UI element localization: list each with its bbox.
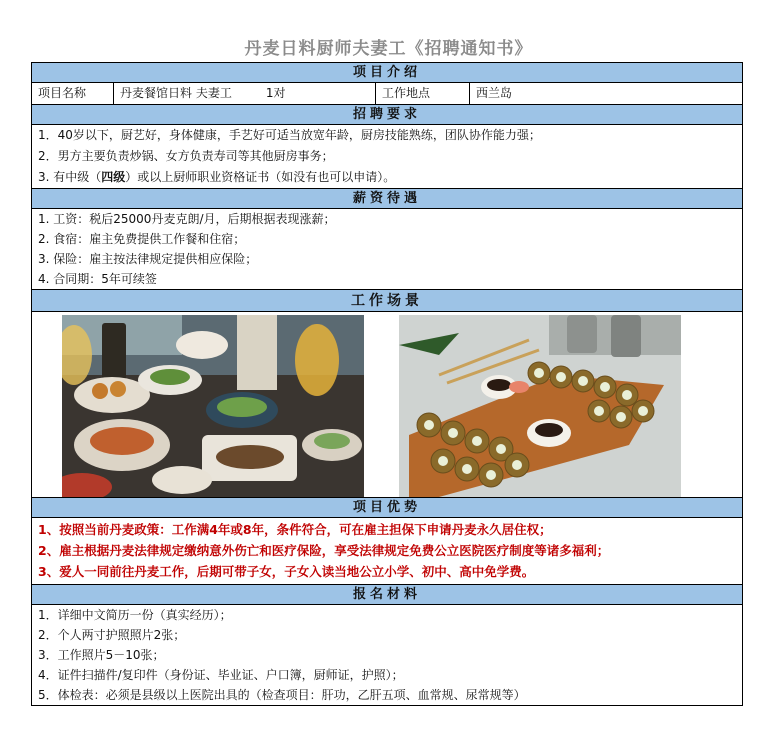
requirement-3-prefix: 3. 有中级（ (38, 170, 102, 184)
sushi-rolls-image (399, 315, 681, 497)
work-location-label: 工作地点 (376, 83, 470, 104)
recruitment-sheet (31, 62, 743, 706)
section-header-advantages: 项目优势 (32, 498, 742, 518)
advantage-item: 1、按照当前丹麦政策：工作满4年或8年，条件符合，可在雇主担保下申请丹麦永久居住权； (38, 522, 552, 537)
section-header-materials: 报名材料 (32, 585, 742, 605)
project-name-value (114, 83, 376, 104)
materials-block (32, 605, 742, 705)
project-info-row (32, 83, 742, 105)
salary-item: 4. 合同期：5年可续签 (38, 272, 157, 286)
requirement-item: 2．男方主要负责炒锅、女方负责寿司等其他厨房事务； (38, 149, 334, 163)
requirement-item (32, 167, 742, 188)
advantages-block (32, 518, 742, 585)
requirement-3-level: 四级 (101, 170, 126, 184)
material-item: 1．详细中文简历一份（真实经历）； (38, 608, 232, 622)
material-item: 4．证件扫描件/复印件（身份证、毕业证、户口簿，厨师证，护照）； (38, 668, 404, 682)
headcount-text: 1对 (265, 86, 286, 100)
page-title: 丹麦日料厨师夫妻工《招聘通知书》 (244, 39, 533, 59)
requirements-block (32, 125, 742, 189)
section-header-workplace: 工作场景 (32, 290, 742, 312)
material-item: 2．个人两寸护照照片2张； (38, 628, 186, 642)
material-item: 5．体检表：必须是县级以上医院出具的（检查项目：肝功，乙肝五项、血常规、尿常规等） (38, 688, 526, 702)
advantage-item: 3、爱人一同前往丹麦工作，后期可带子女，子女入读当地公立小学、初中、高中免学费。 (38, 564, 535, 579)
salary-item: 3. 保险：雇主按法律规定提供相应保险； (38, 252, 258, 266)
salary-item: 2. 食宿：雇主免费提供工作餐和住宿； (38, 232, 246, 246)
japanese-dishes-photo (62, 315, 364, 497)
project-name-text: 丹麦餐馆日料 夫妻工 (120, 86, 232, 100)
workplace-photos (32, 312, 742, 498)
salary-item: 1. 工资：税后25000丹麦克朗/月，后期根据表现涨薪； (38, 212, 336, 226)
requirement-item: 1．40岁以下，厨艺好，身体健康，手艺好可适当放宽年龄，厨房技能熟练，团队协作能力强； (38, 128, 541, 142)
section-header-requirements: 招聘要求 (32, 105, 742, 125)
sushi-rolls-photo (399, 315, 681, 497)
project-name-label: 项目名称 (32, 83, 114, 104)
section-header-project-intro: 项目介绍 (32, 63, 742, 83)
japanese-dishes-image (62, 315, 364, 497)
salary-block (32, 209, 742, 290)
requirement-3-suffix: ）或以上厨师职业资格证书（如没有也可以申请）。 (125, 170, 396, 184)
advantage-item: 2、雇主根据丹麦法律规定缴纳意外伤亡和医疗保险，享受法律规定免费公立医院医疗制度等诸多福利； (38, 543, 610, 558)
work-location-value: 西兰岛 (476, 86, 513, 100)
material-item: 3．工作照片5－10张； (38, 648, 165, 662)
section-header-salary: 薪资待遇 (32, 189, 742, 209)
